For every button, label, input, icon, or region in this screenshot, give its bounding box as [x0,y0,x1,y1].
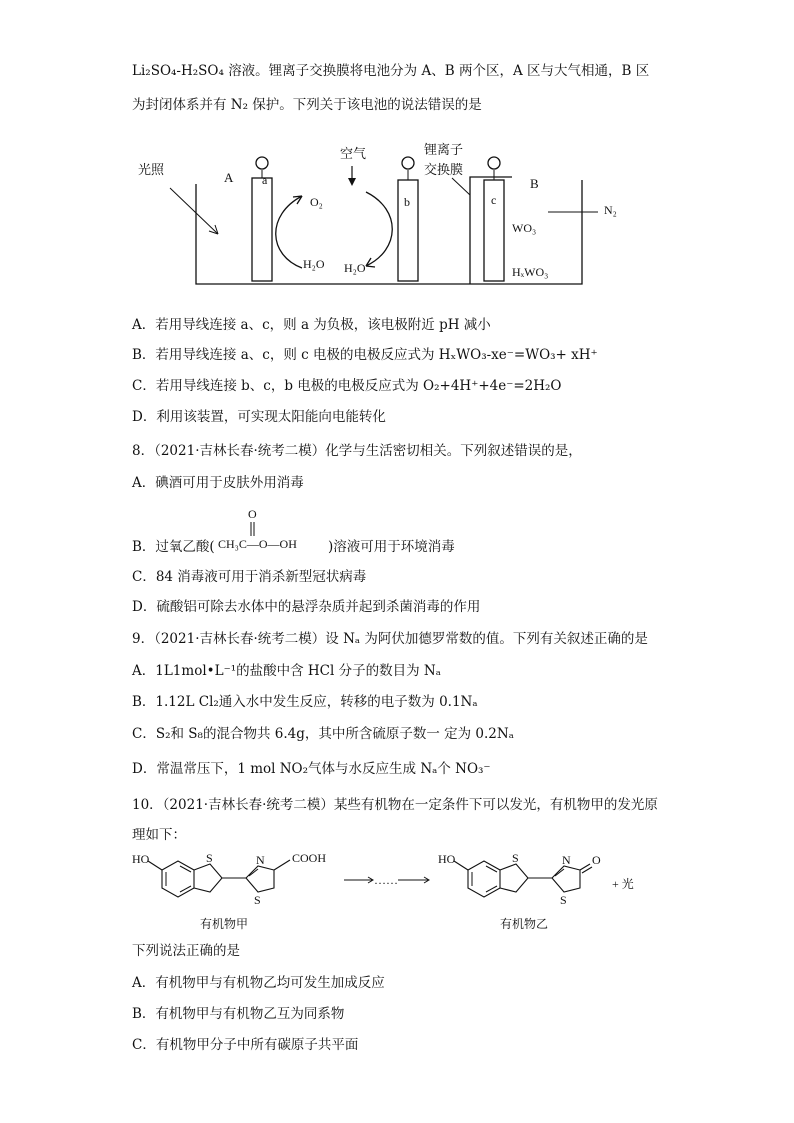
hxwo3-label: HₓWO₃ [512,265,549,279]
q9-option-b: B．1.12L Cl₂通入水中发生反应，转移的电子数为 0.1Nₐ [132,694,478,710]
jia-thiazoline-s: S [254,893,261,907]
air-label: 空气 [340,146,367,161]
yi-ho: HO [438,852,456,866]
q8-option-b-prefix: B．过氧乙酸( [132,539,215,555]
yi-thiazolone-s: S [560,893,567,907]
luciferin-reaction-scheme [0,848,794,938]
q8-option-b-suffix: )溶液可用于环境消毒 [328,539,455,555]
peracetic-o: O [248,507,257,521]
q8-option-c: C．84 消毒液可用于消杀新型冠状病毒 [132,569,367,585]
q10-stem-line-2: 理如下： [132,827,186,843]
electrode-c-terminal [488,157,500,169]
jia-ho: HO [132,852,150,866]
yi-carbonyl-o: O [592,853,601,867]
battery-cell-diagram [0,140,794,300]
q8-option-a: A．碘酒可用于皮肤外用消毒 [132,475,304,491]
q9-option-a: A．1L1mol•L⁻¹的盐酸中含 HCl 分子的数目为 Nₐ [132,663,441,679]
o2-label: O₂ [310,195,323,209]
reaction-dots: …… [374,873,398,887]
q10-stem-line-1: 10．（2021·吉林长春·统考二模）某些有机物在一定条件下可以发光，有机物甲的发光原 [132,797,658,813]
jia-benzene-ring [162,861,194,897]
air-arrow-head [348,178,356,186]
electrode-c-label: c [491,193,497,207]
membrane-label-1: 锂离子 [424,142,464,157]
q7-option-b: B．若用导线连接 a、c，则 c 电极的电极反应式为 HₓWO₃-xe⁻=WO₃+ xH⁺ [132,347,598,363]
q7-option-c: C．若用导线连接 b、c，b 电极的电极反应式为 O₂+4H⁺+4e⁻=2H₂O [132,378,562,394]
electrode-a [252,178,272,281]
light-label: 光照 [138,162,165,177]
q10-prompt: 下列说法正确的是 [132,943,240,959]
yi-name: 有机物乙 [500,917,549,931]
h2o-right-label: H₂O [344,261,366,275]
q9-option-c: C．S₂和 S₈的混合物共 6.4g，其中所含硫原子数一 定为 0.2Nₐ [132,726,514,742]
yi-thiazolone-n: N [562,853,571,867]
wo3-label: WO₃ [512,221,537,235]
intro-line-1: Li₂SO₄-H₂SO₄ 溶液。锂离子交换膜将电池分为 A、B 两个区，A 区与大气相通，B 区 [132,63,650,79]
q7-option-a: A．若用导线连接 a、c，则 a 为负极，该电极附近 pH 减小 [132,317,491,333]
peracetic-formula: CH₃C—O—OH [218,537,297,551]
membrane-pointer [452,178,470,195]
yi-benzene-ring [468,861,500,897]
jia-thiophene-s: S [206,851,213,865]
q10-option-c: C．有机物甲分子中所有碳原子共平面 [132,1037,359,1053]
jia-cooh: COOH [292,851,327,865]
h2o-left-label: H₂O [303,257,325,271]
q8-option-d: D．硫酸铝可除去水体中的悬浮杂质并起到杀菌消毒的作用 [132,599,481,615]
curved-arrow-left [276,196,302,268]
electrode-a-label: a [262,173,268,187]
n2-label: N₂ [604,203,617,217]
region-b-label: B [530,176,539,191]
q9-stem: 9．（2021·吉林长春·统考二模）设 Nₐ 为阿伏加德罗常数的值。下列有关叙述正确的是 [132,631,648,647]
peracetic-acid-structure [214,506,324,554]
electrode-b-label: b [404,195,410,209]
jia-thiazoline-n: N [256,853,265,867]
q10-option-a: A．有机物甲与有机物乙均可发生加成反应 [132,975,385,991]
plus-light: + 光 [612,877,634,891]
curved-arrow-right [366,192,392,266]
q8-stem: 8．（2021·吉林长春·统考二模）化学与生活密切相关。下列叙述错误的是， [132,443,582,459]
q9-option-d: D．常温常压下，1 mol NO₂气体与水反应生成 Nₐ个 NO₃⁻ [132,761,491,777]
yi-thiophene-s: S [512,851,519,865]
q7-option-d: D．利用该装置，可实现太阳能向电能转化 [132,409,386,425]
electrode-a-terminal [256,157,268,169]
intro-line-2: 为封闭体系并有 N₂ 保护。下列关于该电池的说法错误的是 [132,97,482,113]
membrane-label-2: 交换膜 [424,162,464,177]
region-a-label: A [224,170,234,185]
jia-name: 有机物甲 [200,917,249,931]
q10-option-b: B．有机物甲与有机物乙互为同系物 [132,1006,345,1022]
electrode-b-terminal [402,157,414,169]
